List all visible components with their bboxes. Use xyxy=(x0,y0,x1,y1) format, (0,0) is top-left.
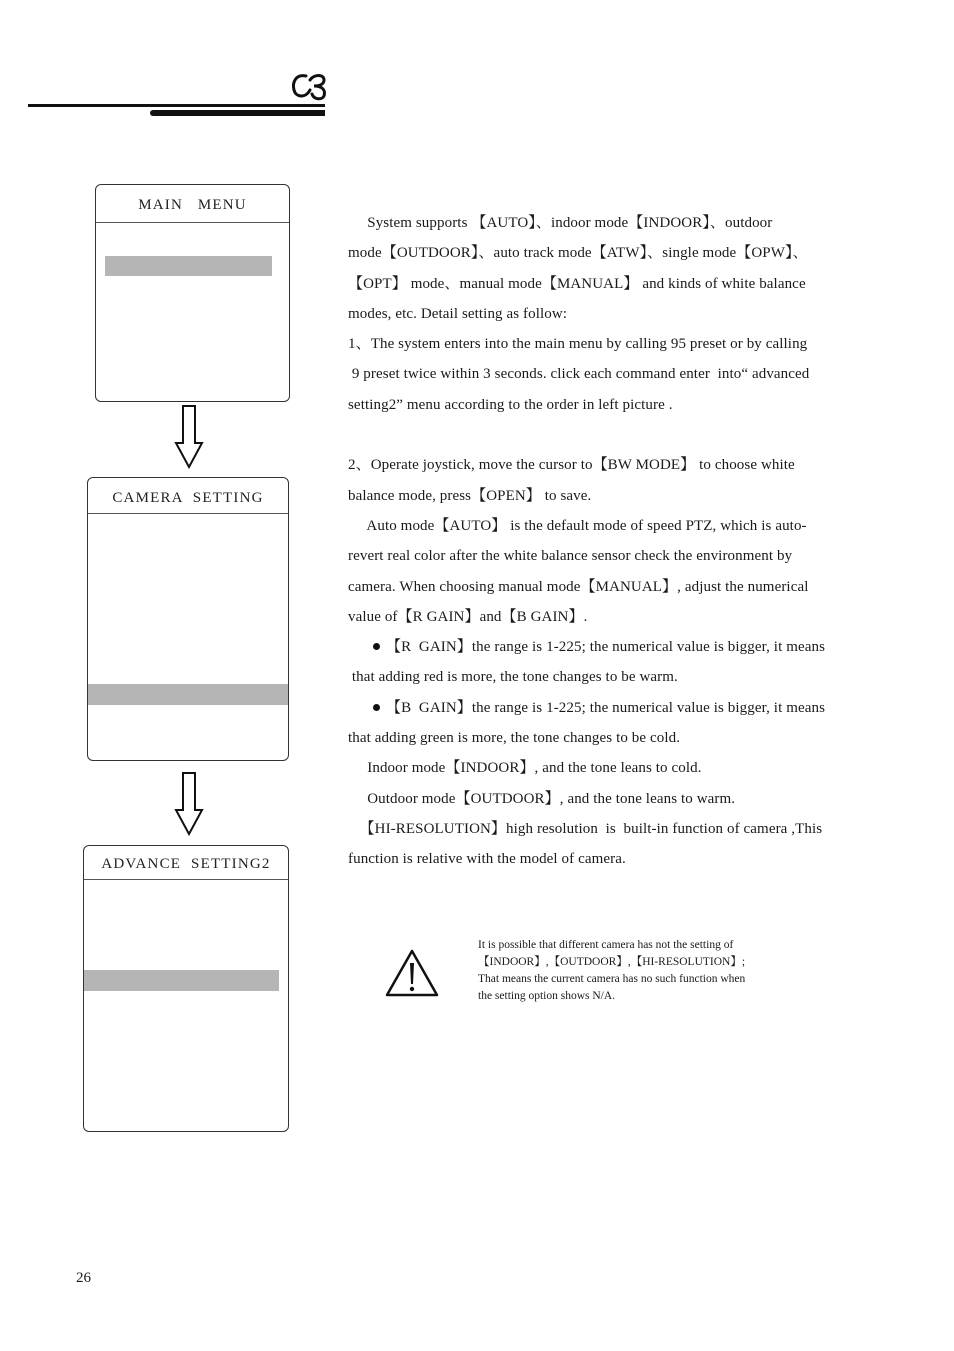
bullet-dot xyxy=(373,704,380,711)
body-line: value of【R GAIN】and【B GAIN】. xyxy=(348,608,588,625)
body-line: 1、The system enters into the main menu by calling 95 preset or by calling xyxy=(348,336,808,353)
advance-setting2-box xyxy=(83,845,289,1132)
body-line: 【OPT】 mode、manual mode【MANUAL】 and kinds of white balance xyxy=(348,275,806,292)
body-line: function is relative with the model of camera. xyxy=(348,851,626,868)
header-rule-thin xyxy=(28,104,325,107)
warning-note xyxy=(478,937,818,1005)
body-line: 2、Operate joystick, move the cursor to【BW MODE】 to choose white xyxy=(348,457,795,474)
page-number: 26 xyxy=(76,1270,91,1286)
body-line: 9 preset twice within 3 seconds. click each command enter into“ advanced xyxy=(348,366,810,383)
note-line: the setting option shows N/A. xyxy=(478,990,616,1002)
menu-highlight-bar xyxy=(84,970,279,991)
header-rule-thick xyxy=(150,110,325,116)
bullet-line xyxy=(348,693,908,723)
body-line: camera. When choosing manual mode【MANUAL】, adjust the numerical xyxy=(348,578,809,595)
main-menu-title: MAIN MENU xyxy=(138,197,247,213)
bullet-text: 【R GAIN】the range is 1-225; the numerical value is bigger, it means xyxy=(386,639,826,656)
body-line: Indoor mode【INDOOR】, and the tone leans to cold. xyxy=(348,760,702,777)
body-line: balance mode, press【OPEN】 to save. xyxy=(348,487,592,504)
warning-triangle-icon xyxy=(384,948,440,998)
body-line-blank xyxy=(348,420,908,450)
body-text xyxy=(348,208,908,875)
body-line: that adding green is more, the tone changes to be cold. xyxy=(348,730,681,747)
body-line: that adding red is more, the tone changes to be warm. xyxy=(348,669,678,686)
body-line: setting2” menu according to the order in left picture . xyxy=(348,396,673,413)
body-line: modes, etc. Detail setting as follow: xyxy=(348,305,568,322)
menu-highlight-bar xyxy=(88,684,288,705)
body-line: mode【OUTDOOR】、auto track mode【ATW】、single mode【OPW】、 xyxy=(348,245,808,262)
main-menu-box xyxy=(95,184,290,402)
header-ornament-icon xyxy=(290,70,330,102)
note-line: It is possible that different camera has not the setting of xyxy=(478,939,734,951)
bullet-text: 【B GAIN】the range is 1-225; the numerical value is bigger, it means xyxy=(386,699,826,716)
bullet-dot xyxy=(373,643,380,650)
body-line: 【HI-RESOLUTION】high resolution is built-in function of camera ,This xyxy=(348,820,823,837)
menu-separator xyxy=(96,222,289,223)
menu-separator xyxy=(88,513,288,514)
down-arrow-icon xyxy=(174,405,204,469)
body-line: Outdoor mode【OUTDOOR】, and the tone leans to warm. xyxy=(348,790,736,807)
note-line: 【INDOOR】,【OUTDOOR】,【HI-RESOLUTION】; xyxy=(478,956,746,968)
body-line: Auto mode【AUTO】 is the default mode of speed PTZ, which is auto- xyxy=(348,517,807,534)
down-arrow-icon xyxy=(174,772,204,836)
note-line: That means the current camera has no such function when xyxy=(478,973,746,985)
menu-highlight-bar xyxy=(105,256,272,276)
camera-setting-box xyxy=(87,477,289,761)
body-line: revert real color after the white balance sensor check the environment by xyxy=(348,548,793,565)
camera-setting-title: CAMERA SETTING xyxy=(112,490,264,506)
body-line: System supports 【AUTO】、indoor mode【INDOOR】、outdoor xyxy=(348,215,773,231)
advance-setting2-title: ADVANCE SETTING2 xyxy=(101,856,271,872)
menu-separator xyxy=(84,879,288,880)
bullet-line xyxy=(348,632,908,662)
